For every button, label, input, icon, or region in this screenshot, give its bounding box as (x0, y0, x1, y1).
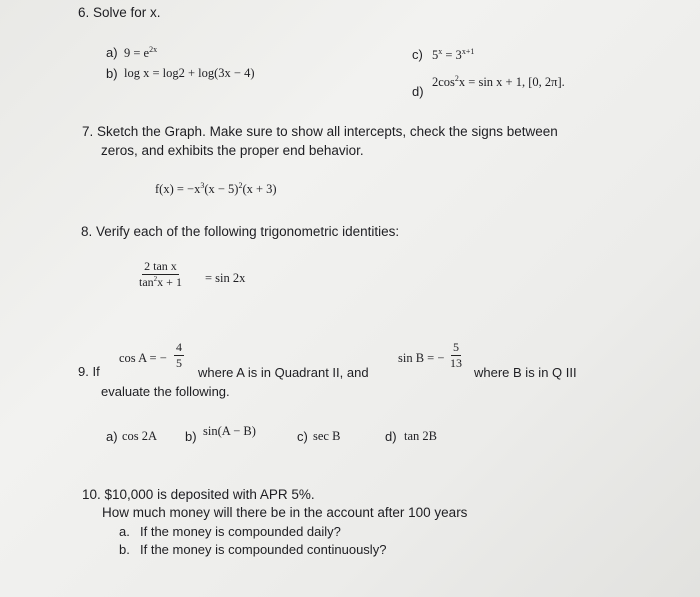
q9-sinB-numerator: 5 (453, 340, 459, 354)
q8-fraction-denominator: $\tan^2x + 1$ (139, 274, 182, 289)
q6-a-expr: $9 = e^{2x}$ (124, 45, 158, 61)
q6-d-label: d) (412, 84, 424, 99)
q9-sinB-denominator: 13 (450, 355, 462, 370)
q9-a-label: a) (106, 429, 118, 444)
q6-b-expr: log x = log2 + log(3x − 4) (124, 66, 255, 80)
q7-line1: 7. Sketch the Graph. Make sure to show all intercepts, check the signs between (82, 124, 558, 139)
q8-fraction (139, 260, 182, 288)
q9-cosA-fraction (174, 341, 184, 369)
q9-a-expr: cos 2A (122, 429, 158, 443)
q8-header: 8. Verify each of the following trigonometric identities: (81, 224, 400, 239)
q7-line2: zeros, and exhibits the proper end behavior. (101, 143, 364, 158)
q9-cosA-denominator: 5 (176, 355, 182, 370)
q9-cosA-lhs: cos A = − (119, 351, 167, 365)
q9-where-b: where B is in Q III (474, 365, 577, 380)
q7-function: $f(x) = -x^3(x - 5)^2(x + 3)$ (155, 181, 277, 197)
q8-fraction-numerator: 2 tan x (144, 259, 177, 273)
q9-sinB-lhs: sin B = − (398, 351, 445, 365)
q9-b-expr: sin(A − B) (203, 424, 256, 438)
q9-number: 9. If (78, 364, 100, 379)
q9-c-label: c) (297, 429, 308, 444)
q10-b-label: b. (119, 542, 130, 557)
q9-c-expr: sec B (313, 429, 341, 443)
q10-a-label: a. (119, 524, 130, 539)
q8-rhs: = sin 2x (205, 271, 246, 285)
q6-header: 6. Solve for x. (78, 5, 161, 20)
q10-line1: 10. $10,000 is deposited with APR 5%. (82, 487, 315, 502)
q10-a-text: If the money is compounded daily? (140, 524, 341, 539)
q6-d-expr: $2\cos^2x = \sin x + 1$, [0, 2π]. (432, 74, 565, 90)
q9-b-label: b) (185, 429, 197, 444)
q10-b-text: If the money is compounded continuously? (140, 542, 387, 557)
q9-sinB-fraction (450, 341, 462, 369)
q10-line2: How much money will there be in the account after 100 years (102, 505, 468, 520)
q6-c-label: c) (412, 47, 423, 62)
q9-cosA-numerator: 4 (176, 340, 182, 354)
q9-evaluate: evaluate the following. (101, 384, 230, 399)
q6-a-label: a) (106, 45, 118, 60)
q9-d-expr: tan 2B (404, 429, 437, 443)
q6-b-label: b) (106, 66, 118, 81)
q6-c-expr: $5^x = 3^{x+1}$ (432, 47, 475, 63)
q9-where-a: where A is in Quadrant II, and (198, 365, 369, 380)
q9-d-label: d) (385, 429, 397, 444)
